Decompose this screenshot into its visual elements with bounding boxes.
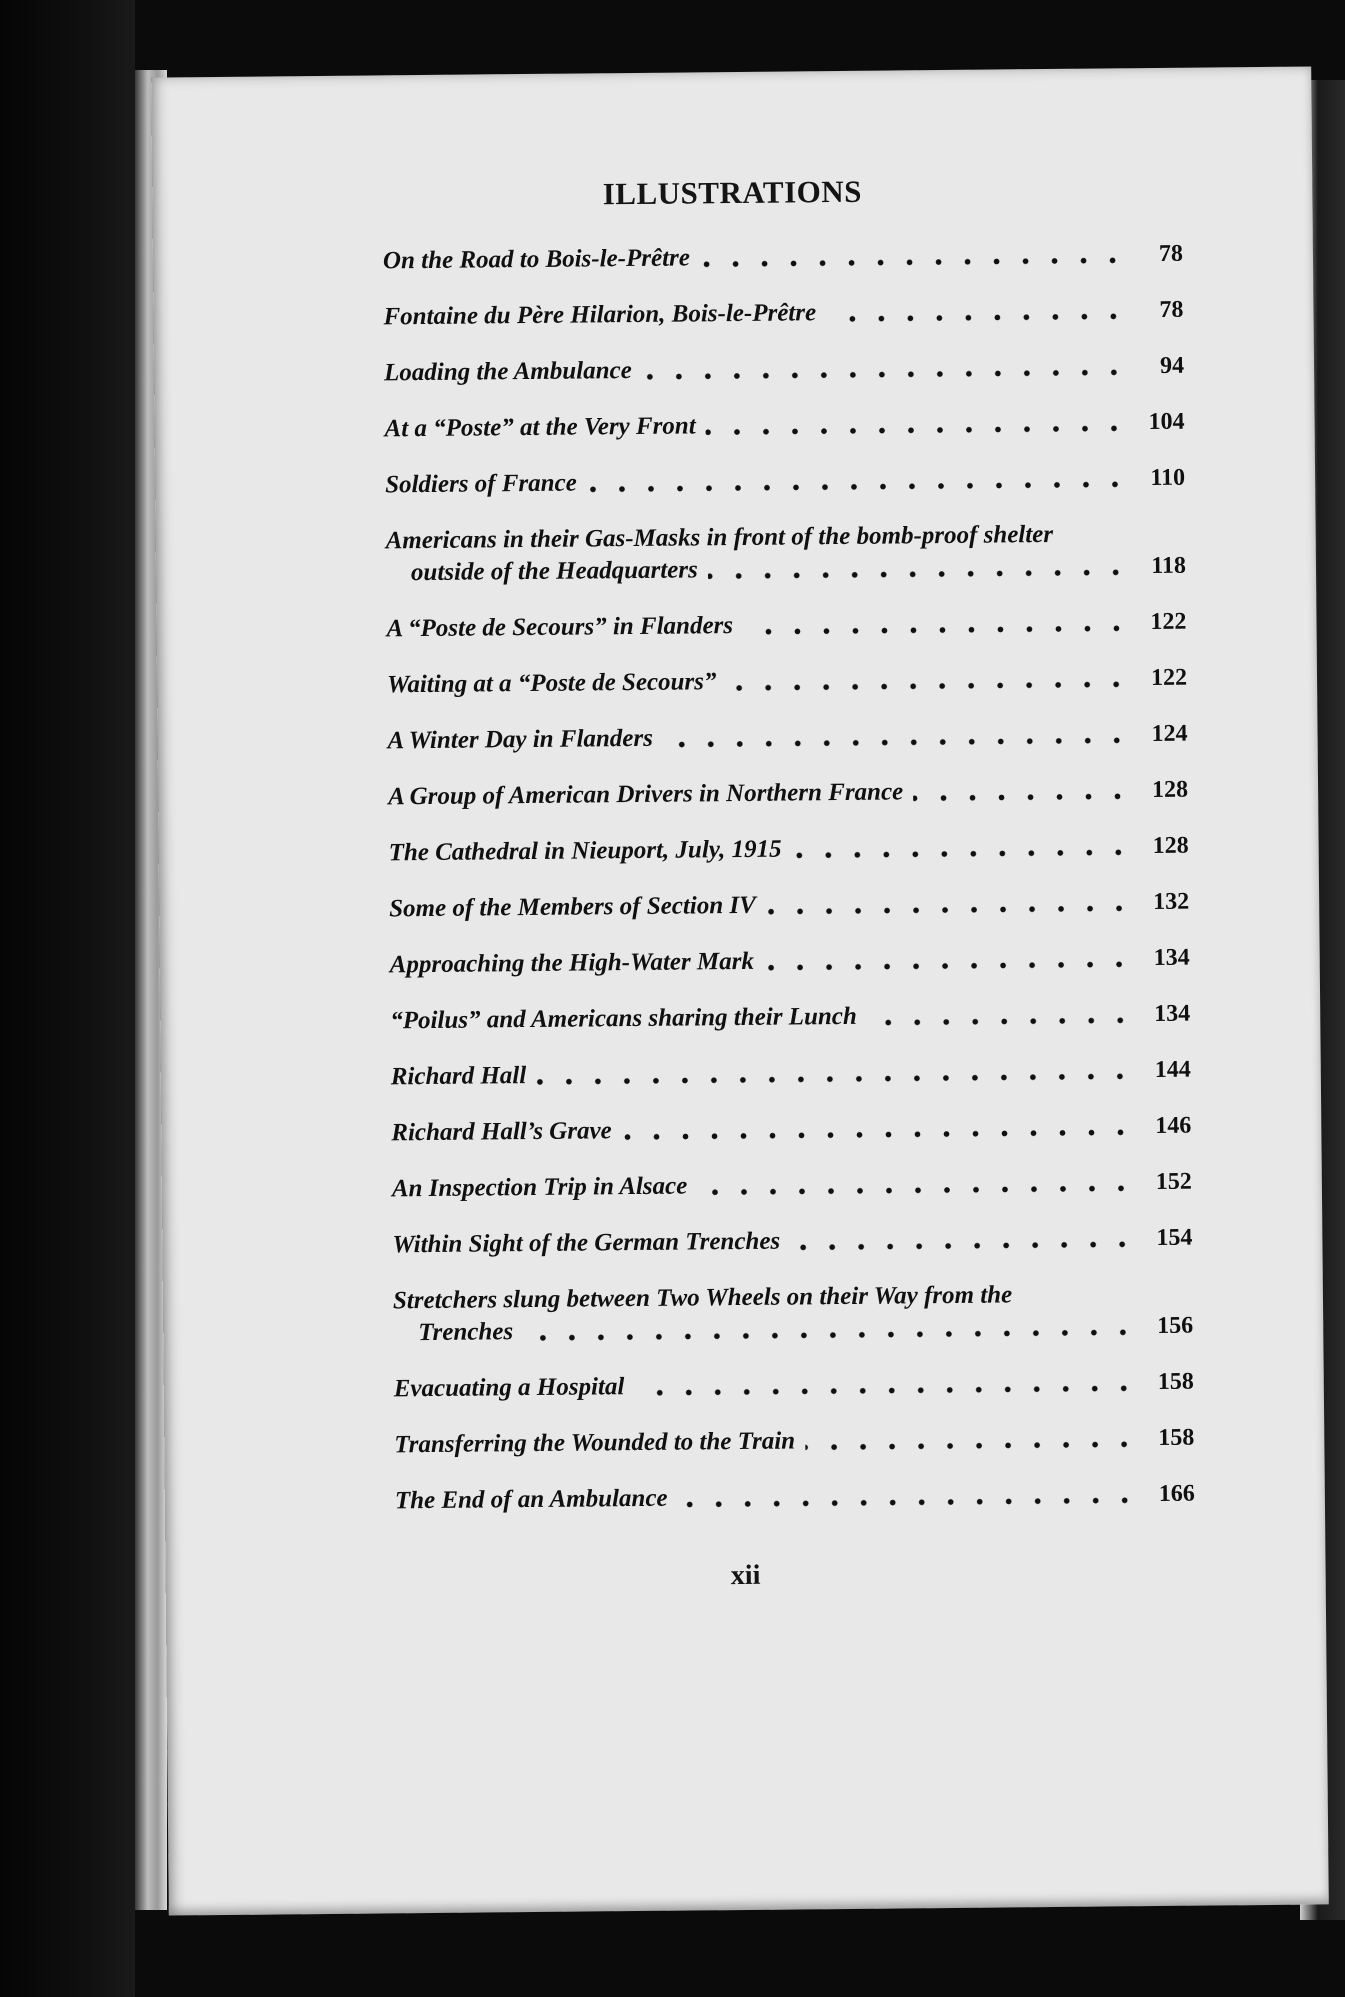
list-item bbox=[389, 886, 1189, 926]
dot-leader bbox=[622, 1129, 1136, 1140]
list-item bbox=[387, 662, 1187, 702]
list-item bbox=[392, 1222, 1192, 1262]
entry-page-number: 78 bbox=[1158, 240, 1184, 267]
entry-title: Americans in their Gas-Masks in front of the bomb-proof shelter bbox=[385, 520, 1054, 555]
list-item bbox=[388, 774, 1188, 814]
dot-leader bbox=[743, 625, 1130, 635]
list-item bbox=[391, 1110, 1191, 1150]
entry-page-number: 132 bbox=[1153, 888, 1190, 916]
entry-page-number: 152 bbox=[1155, 1168, 1192, 1196]
list-item bbox=[390, 998, 1190, 1038]
entry-continuation bbox=[393, 1310, 1193, 1350]
list-item bbox=[393, 1278, 1194, 1350]
dot-leader bbox=[587, 481, 1129, 492]
dot-leader bbox=[523, 1329, 1137, 1341]
entry-page-number: 124 bbox=[1151, 720, 1188, 748]
entry-page-number: 94 bbox=[1159, 352, 1185, 379]
entry-page-number: 122 bbox=[1150, 608, 1187, 636]
dot-leader bbox=[766, 905, 1133, 915]
dot-leader bbox=[792, 849, 1133, 858]
entry-page-number: 134 bbox=[1154, 1000, 1191, 1028]
entry-title: Fontaine du Père Hilarion, Bois-le-Prêtre bbox=[383, 299, 817, 331]
page-heading: ILLUSTRATIONS bbox=[602, 173, 863, 212]
entry-title: Richard Hall bbox=[390, 1062, 527, 1091]
entry-title: At a “Poste” at the Very Front bbox=[384, 412, 696, 443]
entry-page-number: 146 bbox=[1155, 1112, 1192, 1140]
entry-continuation bbox=[386, 550, 1186, 590]
list-item bbox=[387, 718, 1187, 758]
entry-page-number: 128 bbox=[1152, 832, 1189, 860]
dot-leader bbox=[726, 681, 1131, 691]
scan-margin-left bbox=[0, 0, 135, 1997]
entry-page-number: 154 bbox=[1156, 1224, 1193, 1252]
entry-page-number: 158 bbox=[1157, 1368, 1194, 1396]
dot-leader bbox=[805, 1441, 1138, 1450]
dot-leader bbox=[634, 1385, 1137, 1396]
list-item bbox=[384, 350, 1184, 390]
entry-page-number: 110 bbox=[1150, 464, 1186, 492]
entry-title: Soldiers of France bbox=[384, 469, 577, 499]
dot-leader bbox=[706, 425, 1129, 435]
page-number: xii bbox=[730, 1559, 761, 1592]
entry-page-number: 78 bbox=[1159, 296, 1184, 323]
dot-leader bbox=[867, 1017, 1134, 1026]
entry-title: A Group of American Drivers in Northern France bbox=[387, 778, 904, 811]
entry-page-number: 156 bbox=[1157, 1312, 1194, 1340]
entry-title: On the Road to Bois-le-Prêtre bbox=[382, 244, 691, 275]
entry-title: Within Sight of the German Trenches bbox=[392, 1227, 781, 1259]
dot-leader bbox=[708, 569, 1130, 579]
list-item bbox=[394, 1366, 1194, 1406]
list-item bbox=[389, 830, 1189, 870]
entry-title-continued: outside of the Headquarters bbox=[410, 556, 698, 587]
entry-page-number: 134 bbox=[1153, 944, 1190, 972]
book-page bbox=[151, 66, 1329, 1915]
entry-page-number: 104 bbox=[1148, 408, 1185, 436]
entry-title: Stretchers slung between Two Wheels on their Way from the bbox=[392, 1281, 1013, 1315]
dot-leader bbox=[826, 313, 1127, 322]
dot-leader bbox=[663, 737, 1132, 747]
dot-leader bbox=[764, 961, 1134, 971]
entry-page-number: 128 bbox=[1151, 776, 1189, 804]
dot-leader bbox=[642, 369, 1128, 380]
list-item bbox=[386, 518, 1187, 590]
entry-title: Approaching the High-Water Mark bbox=[389, 947, 755, 979]
dot-leader bbox=[697, 1185, 1136, 1195]
entry-title: The Cathedral in Nieuport, July, 1915 bbox=[388, 835, 782, 867]
dot-leader bbox=[790, 1241, 1136, 1250]
entry-title: Evacuating a Hospital bbox=[393, 1373, 625, 1403]
entry-title: An Inspection Trip in Alsace bbox=[391, 1172, 688, 1203]
entry-title: Transferring the Wounded to the Train bbox=[394, 1427, 796, 1459]
list-item bbox=[383, 238, 1183, 278]
dot-leader bbox=[678, 1497, 1139, 1507]
list-item bbox=[390, 942, 1190, 982]
entry-title-continued: Trenches bbox=[418, 1318, 514, 1347]
entry-title: Waiting at a “Poste de Secours” bbox=[386, 668, 717, 699]
entry-title: A Winter Day in Flanders bbox=[387, 724, 654, 755]
dot-leader bbox=[913, 793, 1132, 801]
entry-title: The End of an Ambulance bbox=[394, 1484, 668, 1515]
entry-page-number: 144 bbox=[1154, 1056, 1191, 1084]
entry-title: A “Poste de Secours” in Flanders bbox=[386, 612, 734, 643]
entry-page-number: 158 bbox=[1158, 1424, 1195, 1452]
illustrations-list bbox=[383, 238, 1195, 1542]
entry-title: Richard Hall’s Grave bbox=[391, 1117, 612, 1147]
dot-leader bbox=[536, 1073, 1135, 1085]
dot-leader bbox=[700, 257, 1127, 267]
entry-page-number: 118 bbox=[1151, 552, 1187, 580]
list-item bbox=[385, 462, 1185, 502]
list-item bbox=[383, 294, 1183, 334]
list-item bbox=[386, 606, 1186, 646]
list-item bbox=[392, 1166, 1192, 1206]
entry-title: Loading the Ambulance bbox=[383, 357, 632, 387]
list-item bbox=[395, 1478, 1195, 1518]
list-item bbox=[391, 1054, 1191, 1094]
entry-page-number: 122 bbox=[1150, 664, 1188, 692]
entry-page-number: 166 bbox=[1158, 1480, 1195, 1508]
list-item bbox=[384, 406, 1184, 446]
list-item bbox=[394, 1422, 1194, 1462]
entry-title: Some of the Members of Section IV bbox=[389, 891, 756, 923]
entry-title: “Poilus” and Americans sharing their Lunch bbox=[390, 1002, 857, 1035]
